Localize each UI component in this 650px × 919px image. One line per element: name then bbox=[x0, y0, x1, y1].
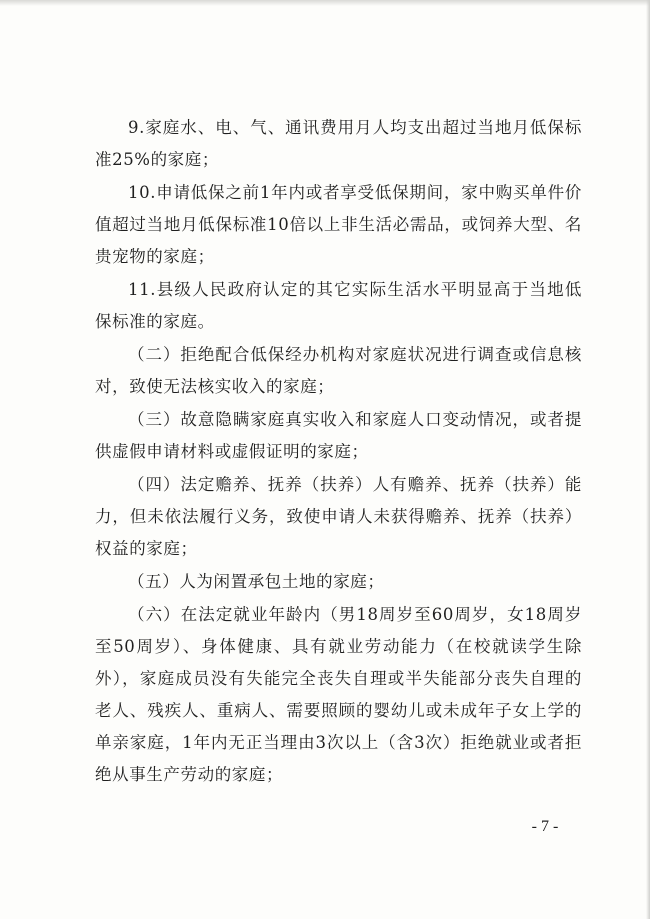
paragraph-section-3: （三）故意隐瞒家庭真实收入和家庭人口变动情况，或者提供虚假申请材料或虚假证明的家庭； bbox=[95, 410, 582, 461]
scan-edge-right bbox=[646, 0, 650, 919]
paragraph-item-10: 10.申请低保之前1年内或者享受低保期间，家中购买单件价值超过当地月低保标准10倍以上非生活必需品，或饲养大型、名贵宠物的家庭； bbox=[95, 183, 582, 266]
paragraph-item-9: 9.家庭水、电、气、通讯费用月人均支出超过当地月低保标准25%的家庭； bbox=[95, 118, 582, 169]
paragraph-section-4: （四）法定赡养、抚养（扶养）人有赡养、抚养（扶养）能力，但未依法履行义务，致使申请人未获得赡养、抚养（扶养）权益的家庭； bbox=[95, 475, 582, 558]
paragraph-section-5: （五）人为闲置承包土地的家庭； bbox=[128, 572, 385, 591]
document-body bbox=[95, 112, 582, 791]
paragraph-section-2: （二）拒绝配合低保经办机构对家庭状况进行调查或信息核对，致使无法核实收入的家庭； bbox=[95, 345, 582, 396]
paragraph-section-6: （六）在法定就业年龄内（男18周岁至60周岁，女18周岁至50周岁）、身体健康、具有就业劳动能力（在校就读学生除外），家庭成员没有失能完全丧失自理或半失能部分丧失自理的老人、残疾人、重病人、需要照顾的婴幼儿或未成年子女上学的单亲家庭，1年内无正当理由3次以上（含3次）拒绝就业或者拒绝从事生产劳动的家庭； bbox=[95, 605, 582, 784]
scan-edge-top bbox=[0, 0, 650, 6]
paragraph-item-11: 11.县级人民政府认定的其它实际生活水平明显高于当地低保标准的家庭。 bbox=[95, 280, 582, 331]
page-number: - 7 - bbox=[531, 818, 559, 835]
